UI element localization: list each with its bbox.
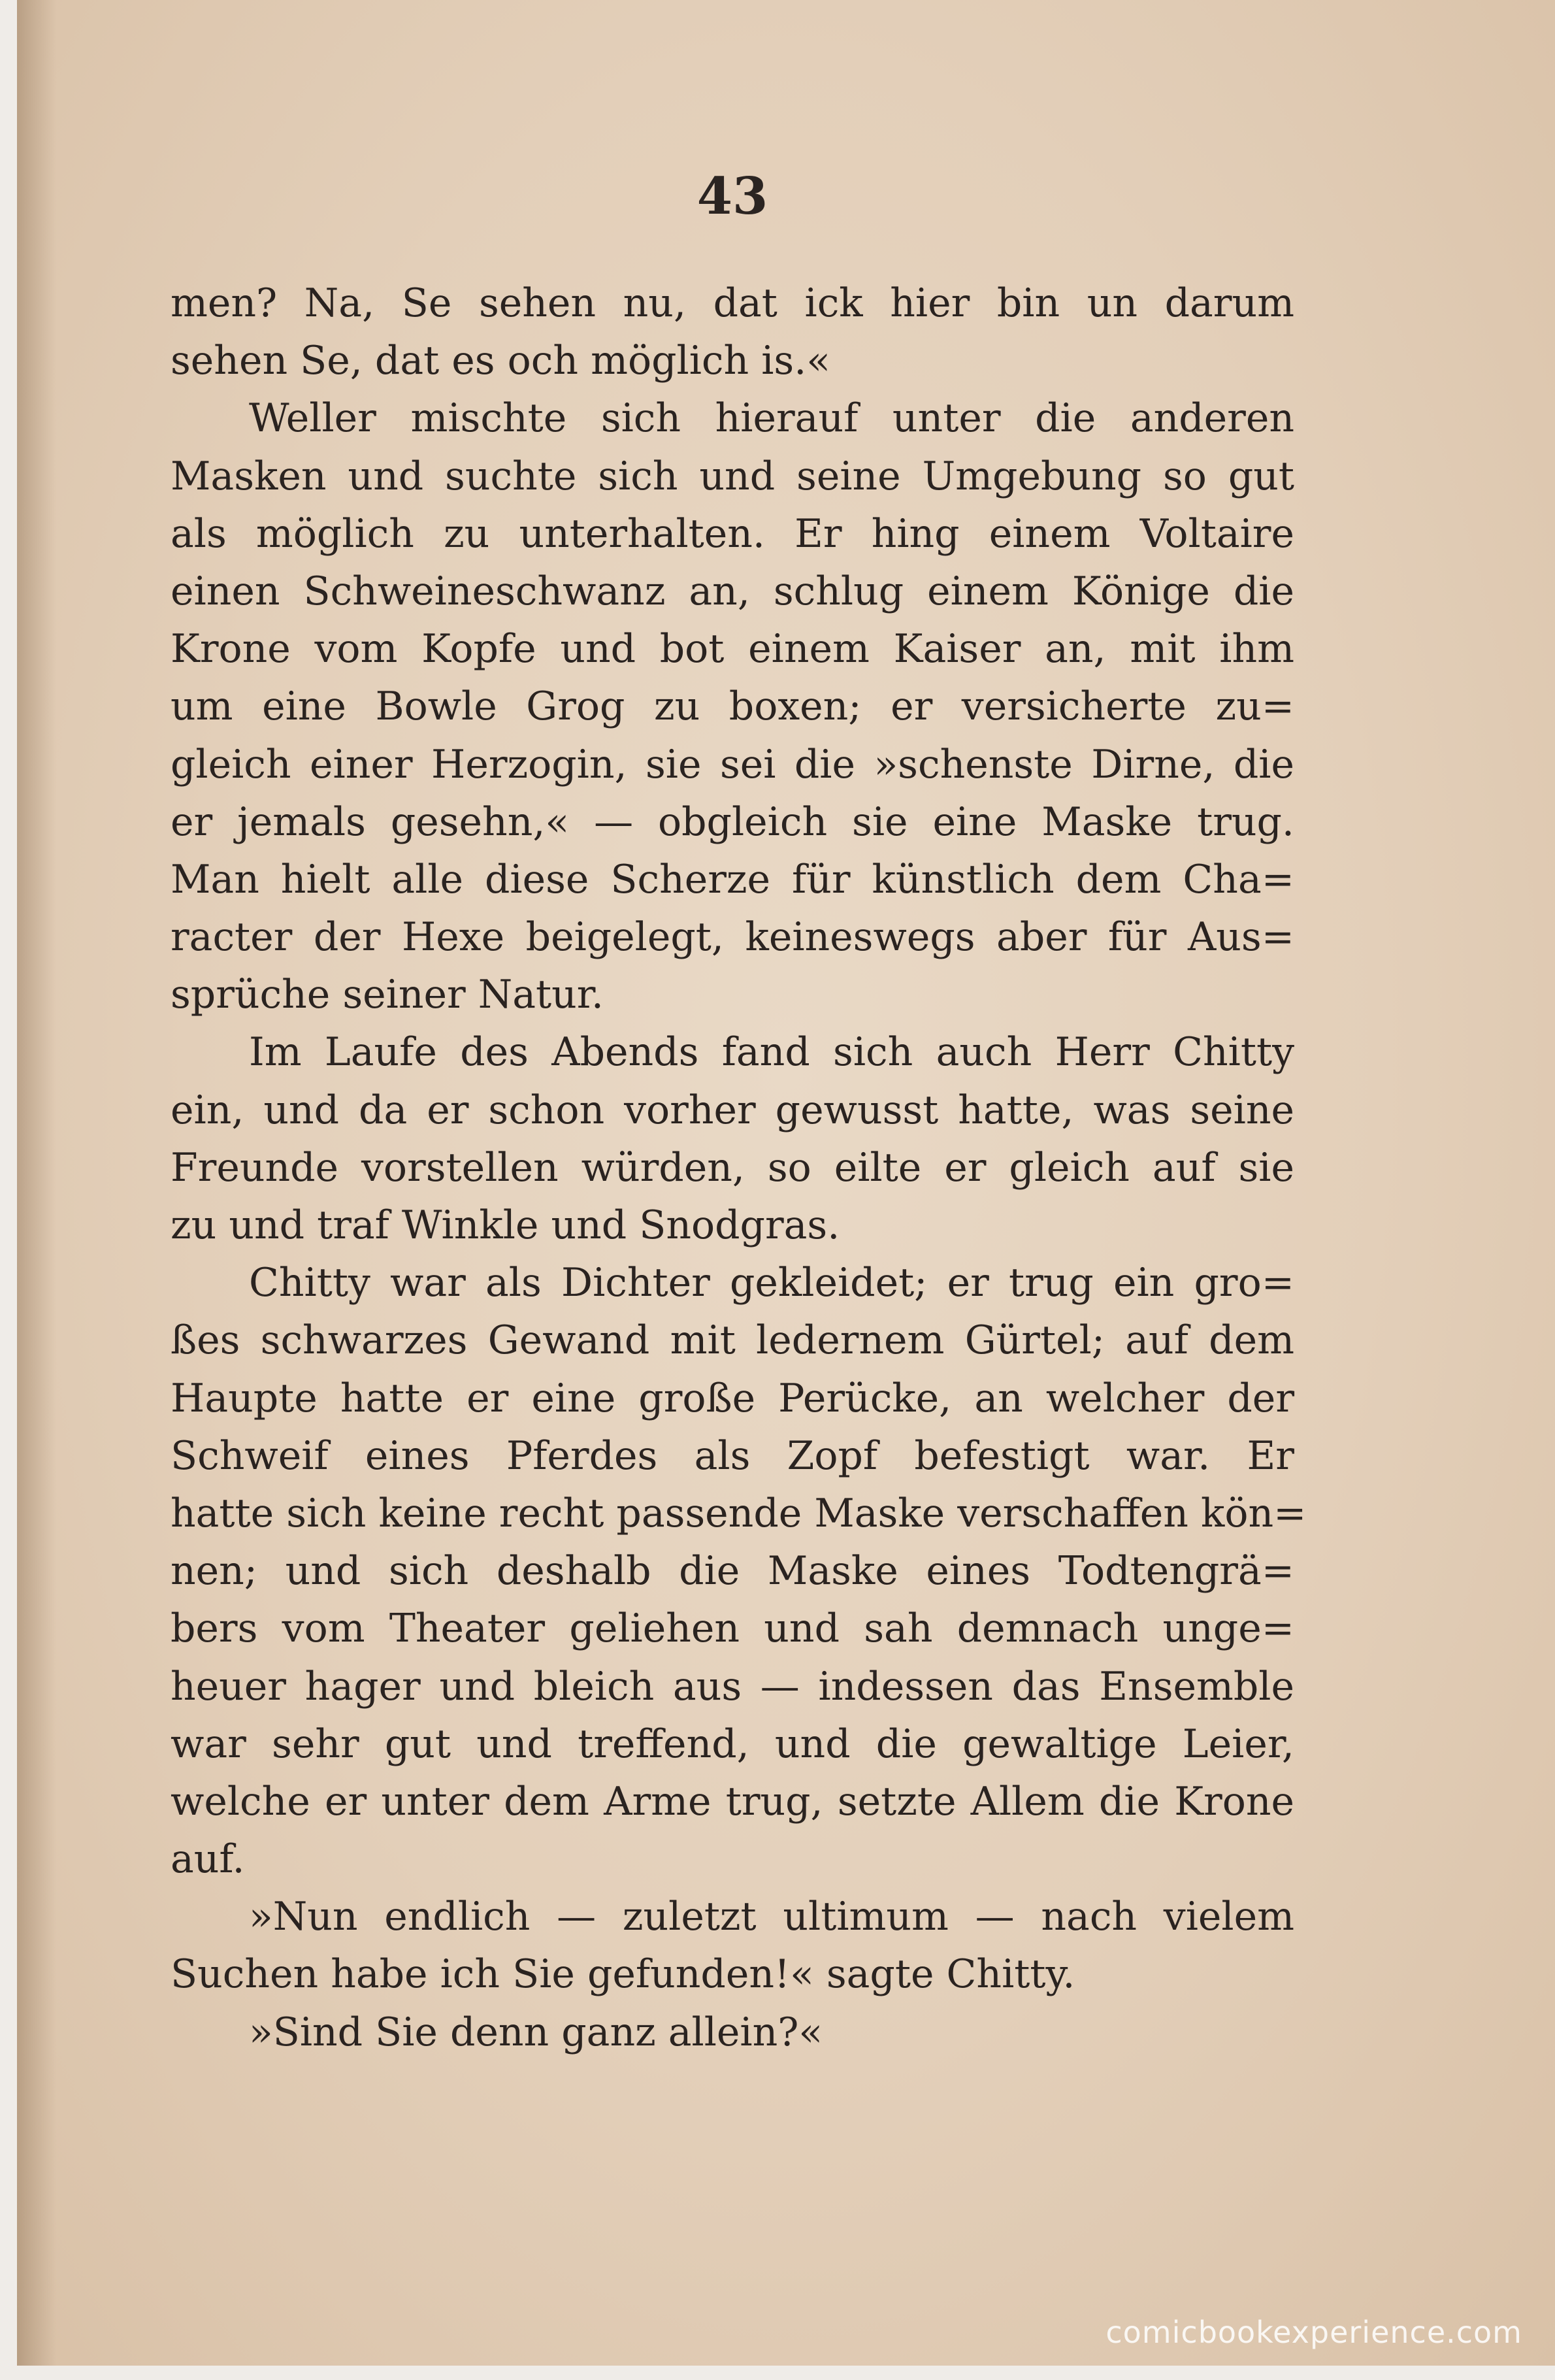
text-line: Haupte hatte er eine große Perücke, an welcher der bbox=[171, 1375, 1294, 1421]
text-line: welche er unter dem Arme trug, setzte Allem die Krone bbox=[171, 1778, 1294, 1825]
text-line: er jemals gesehn,« — obgleich sie eine Maske trug. bbox=[171, 799, 1294, 845]
watermark: comicbookexperience.com bbox=[1105, 2315, 1522, 2350]
text-line: ein, und da er schon vorher gewusst hatte, was seine bbox=[171, 1087, 1294, 1133]
text-line: Suchen habe ich Sie gefunden!« sagte Chitty. bbox=[171, 1951, 1075, 1998]
text-line: Schweif eines Pferdes als Zopf befestigt war. Er bbox=[171, 1432, 1294, 1479]
body-text bbox=[171, 274, 1307, 2061]
text-line: war sehr gut und treffend, und die gewaltige Leier, bbox=[171, 1721, 1294, 1767]
spine-shadow bbox=[17, 0, 56, 2366]
text-line: ßes schwarzes Gewand mit ledernem Gürtel; auf dem bbox=[171, 1317, 1294, 1364]
text-line: Freunde vorstellen würden, so eilte er gleich auf sie bbox=[171, 1144, 1294, 1191]
text-line: »Nun endlich — zuletzt ultimum — nach vielem bbox=[249, 1894, 1294, 1940]
text-line: Weller mischte sich hierauf unter die anderen bbox=[249, 395, 1294, 442]
text-line: heuer hager und bleich aus — indessen das Ensemble bbox=[171, 1663, 1294, 1710]
text-line: Masken und suchte sich und seine Umgebung so gut bbox=[171, 453, 1294, 499]
text-line: Krone vom Kopfe und bot einem Kaiser an, mit ihm bbox=[171, 626, 1294, 672]
text-line: sprüche seiner Natur. bbox=[171, 972, 604, 1018]
text-line: sehen Se, dat es och möglich is.« bbox=[171, 338, 830, 384]
text-line: um eine Bowle Grog zu boxen; er versicherte zu= bbox=[171, 684, 1294, 730]
page-number: 43 bbox=[696, 167, 768, 226]
text-line: men? Na, Se sehen nu, dat ick hier bin un darum bbox=[171, 280, 1294, 326]
text-line: zu und traf Winkle und Snodgras. bbox=[171, 1202, 840, 1248]
text-line: einen Schweineschwanz an, schlug einem Könige die bbox=[171, 568, 1294, 614]
text-line: Chitty war als Dichter gekleidet; er trug ein gro= bbox=[249, 1260, 1294, 1306]
text-line: Man hielt alle diese Scherze für künstlich dem Cha= bbox=[171, 856, 1294, 902]
text-line: nen; und sich deshalb die Maske eines Todtengrä= bbox=[171, 1548, 1294, 1595]
text-line: »Sind Sie denn ganz allein?« bbox=[249, 2009, 823, 2055]
text-line: auf. bbox=[171, 1836, 245, 1883]
text-line: racter der Hexe beigelegt, keineswegs aber für Aus= bbox=[171, 914, 1294, 961]
text-line: bers vom Theater geliehen und sah demnach unge= bbox=[171, 1606, 1294, 1652]
text-line: gleich einer Herzogin, sie sei die »schenste Dirne, die bbox=[171, 741, 1294, 787]
text-line: Im Laufe des Abends fand sich auch Herr Chitty bbox=[249, 1029, 1294, 1076]
book-page bbox=[17, 0, 1555, 2366]
text-line: hatte sich keine recht passende Maske verschaffen kön= bbox=[171, 1490, 1307, 1536]
text-line: als möglich zu unterhalten. Er hing einem Voltaire bbox=[171, 510, 1294, 557]
